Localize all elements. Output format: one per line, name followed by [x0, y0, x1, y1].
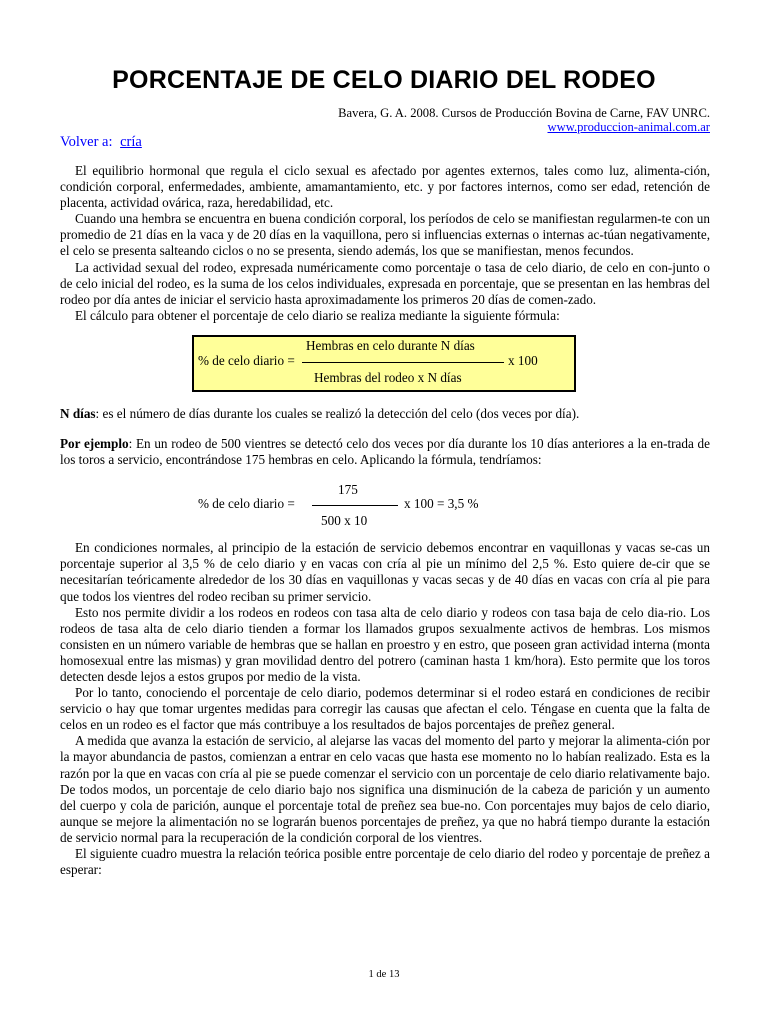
example-rhs: x 100 = 3,5 % — [404, 496, 479, 512]
n-dias-text: : es el número de días durante los cuales se realizó la detección del celo (dos veces por día). — [95, 405, 580, 421]
n-dias-term: N días — [60, 405, 96, 421]
example-paragraph — [60, 436, 710, 468]
paragraph: El equilibrio hormonal que regula el ciclo sexual es afectado por agentes externos, tales como luz, alimenta-ción, condición corporal, enfermedades, ambiente, amamantamiento, etc. y por factores internos, como ser edad, retención de placenta, actividad ovárica, raza, heredabilidad, etc. — [60, 163, 710, 211]
example-term: Por ejemplo — [60, 436, 129, 452]
n-dias-definition — [60, 406, 710, 422]
example-numerator: 175 — [338, 482, 358, 498]
paragraph: El cálculo para obtener el porcentaje de celo diario se realiza mediante la siguiente fórmula: — [75, 307, 560, 323]
example-denominator: 500 x 10 — [321, 513, 368, 529]
page-title: PORCENTAJE DE CELO DIARIO DEL RODEO — [112, 66, 656, 94]
paragraph: En condiciones normales, al principio de la estación de servicio debemos encontrar en vaquillonas y vacas se-cas un porcentaje superior al 3,5 % de celo diario y en vacas con cría al pie un mínimo del 2,5 %. Esto quiere de-cir que se necesitarían teóricamente alrededor de los 30 días en vaquillonas y vacas secas y de 40 días en vacas con cría al pie para que todos los vientres del rodeo reciban su primer servicio. — [60, 540, 710, 604]
paragraph: El siguiente cuadro muestra la relación teórica posible entre porcentaje de celo diario del rodeo y porcentaje de preñez a esperar: — [60, 846, 710, 878]
website-link[interactable]: www.produccion-animal.com.ar — [547, 120, 710, 134]
formula-rhs: x 100 — [508, 352, 538, 368]
paragraph: Por lo tanto, conociendo el porcentaje de celo diario, podemos determinar si el rodeo estará en condiciones de recibir servicio o hay que tomar urgentes medidas para corregir las causas que afectan el celo. Téngase en cuenta que la falta de celos en un rodeo es el factor que más contribuye a los resultados de bajos porcentajes de preñez general. — [60, 685, 710, 733]
formula-lhs: % de celo diario = — [198, 352, 295, 368]
page-number: 1 de 13 — [368, 969, 400, 980]
formula-numerator: Hembras en celo durante N días — [306, 337, 475, 353]
example-lhs: % de celo diario = — [198, 496, 295, 512]
fraction-line — [312, 505, 398, 506]
document-body — [60, 163, 710, 878]
paragraph: Esto nos permite dividir a los rodeos en rodeos con tasa alta de celo diario y rodeos con tasa baja de celo dia-rio. Los rodeos de tasa alta de celo diario tienden a formar los llamados grupos sexualmente activos de hembras. Los mismos consisten en un número variable de hembras que se hallan en proestro y en estro, que poseen gran actividad interna (monta homosexual entre las mismas) y gran movilidad dentro del potrero (caminan hasta 1 km/hora). Esto permite que los toros detecten desde lejos a estos grupos por medio de la vista. — [60, 604, 710, 684]
back-navigation — [60, 134, 142, 151]
citation-text: Bavera, G. A. 2008. Cursos de Producción Bovina de Carne, FAV UNRC. — [338, 106, 710, 120]
volver-label: Volver a: — [60, 134, 113, 150]
volver-cria-link[interactable]: cría — [120, 134, 142, 150]
paragraph: Cuando una hembra se encuentra en buena condición corporal, los períodos de celo se manifiestan regularmen-te con un promedio de 21 días en la vaca y de 20 días en la vaquillona, pero si influencias externas o internas ac-túan negativamente, el celo se presenta salteando ciclos o no se presenta, siendo además, los que se manifiestan, menos fecundos. — [60, 211, 710, 259]
formula-box — [192, 335, 576, 392]
fraction-line — [302, 362, 504, 363]
paragraph: La actividad sexual del rodeo, expresada numéricamente como porcentaje o tasa de celo diario, de celo en con-junto o de celo inicial del rodeo, es la suma de los celos individuales, expresada en porcentaje, que se presentan en las hembras del rodeo por día antes de iniciar el servicio hasta aproximadamente los primeros 20 días de comen-zado. — [60, 259, 710, 307]
formula-denominator: Hembras del rodeo x N días — [314, 369, 462, 385]
example-text: : En un rodeo de 500 vientres se detectó celo dos veces por día durante los 10 días anteriores a la en-trada de los toros a servicio, encontrándose 175 hembras en celo. Aplicando la fórmula, tendríamos: — [60, 436, 710, 468]
example-formula — [60, 474, 710, 540]
paragraph: A medida que avanza la estación de servicio, al alejarse las vacas del momento del parto y mejorar la alimenta-ción por la mayor abundancia de pastos, comienzan a entrar en celo vacas que hasta ese momento no lo habían realizado. Esta es la razón por la que en vacas con cría al pie se puede comenzar el servicio con un porcentaje de celo diario relativamente bajo. De todos modos, un porcentaje de celo diario bajo nos significa una disminución de la cabeza de parición y un aumento del cuerpo y cola de parición, aunque el porcentaje total de preñez sea bue-no. Con porcentajes muy bajos de celo diario, aunque se mejore la alimentación no se lograrán buenos porcentajes de preñez, ya que no habrá tiempo durante la estación de servicio normal para la recuperación de la condición corporal de los vientres. — [60, 733, 710, 845]
citation-block — [338, 106, 710, 134]
